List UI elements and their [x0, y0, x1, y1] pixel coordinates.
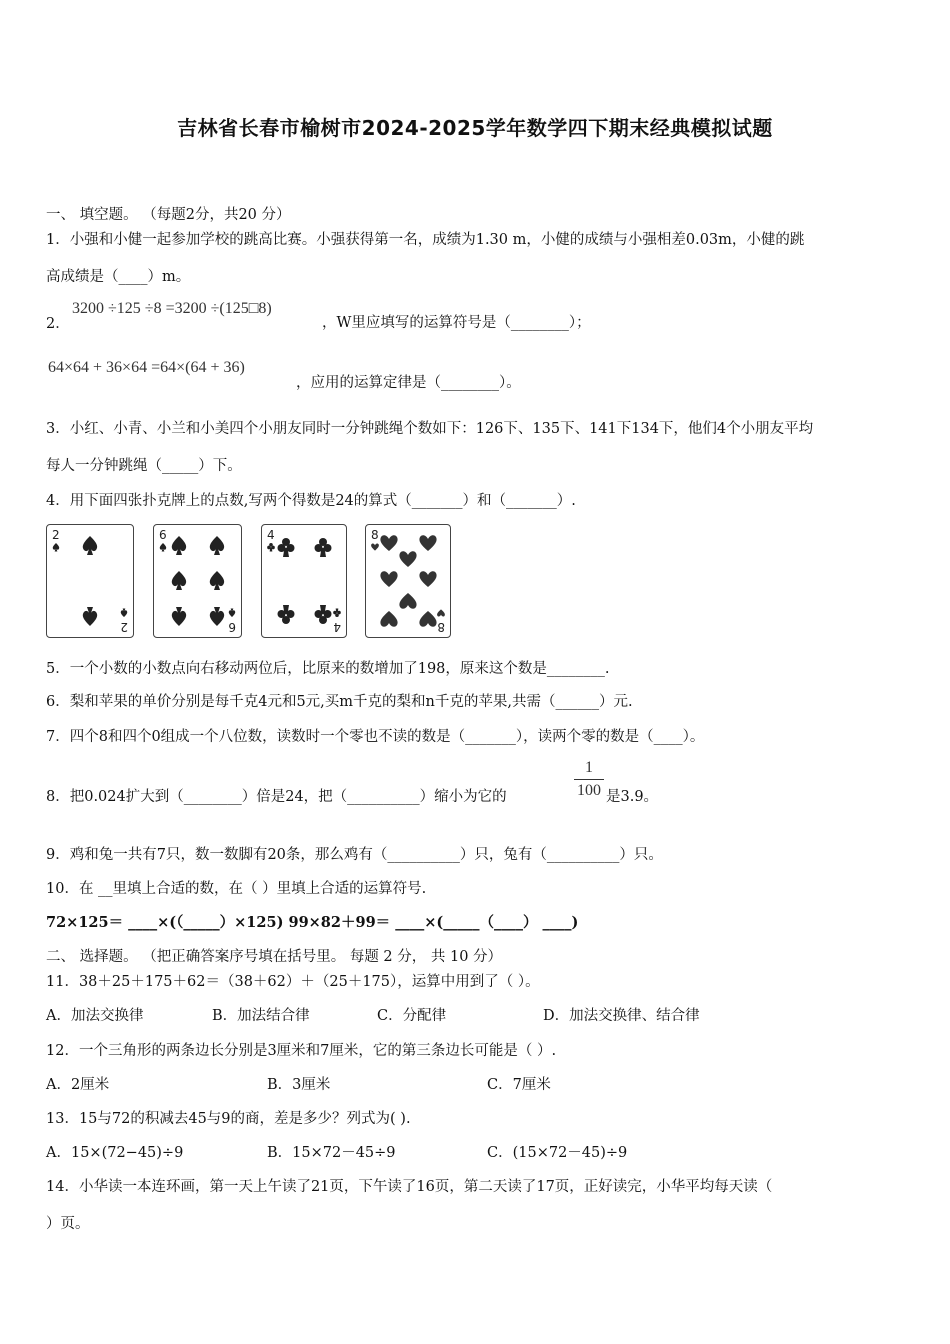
question-12-text: 12．一个三角形的两条边长分别是3厘米和7厘米，它的第三条边长可能是（ ）.: [46, 1043, 557, 1059]
question-12-option-c: C．7厘米: [487, 1077, 551, 1093]
spade-icon: [53, 543, 59, 552]
spade-icon: [229, 609, 235, 618]
spade-icon: [83, 607, 97, 626]
section-2-heading: 二、 选择题。 （把正确答案序号填在括号里。 每题 2 分， 共 10 分）: [46, 949, 503, 965]
club-icon: [315, 538, 332, 557]
fraction-denominator: 100: [577, 782, 601, 799]
heart-icon: [399, 593, 416, 609]
question-4-text: 4．用下面四张扑克牌上的点数,写两个得数是24的算式（_______）和（_______）.: [46, 493, 576, 509]
section-1-heading: 一、 填空题。 （每题2分，共20 分）: [46, 207, 291, 223]
question-2-text-a: ，W里应填写的运算符号是（________）；: [322, 315, 591, 331]
question-8-fraction: [574, 758, 604, 801]
heart-icon: [380, 571, 397, 587]
question-3-line-1: 3．小红、小青、小兰和小美四个小朋友同时一分钟跳绳个数如下：126下、135下、141下134下，他们4个小朋友平均: [46, 421, 814, 437]
spade-icon: [172, 607, 186, 626]
heart-icon: [380, 535, 397, 551]
question-2-formula-a: 3200 ÷125 ÷8 =3200 ÷(125□8): [72, 300, 272, 317]
question-2-text-b: ，应用的运算定律是（________）。: [296, 375, 521, 391]
heart-icon: [371, 544, 379, 551]
spade-icon: [172, 571, 186, 590]
playing-card-4-clubs: [261, 524, 347, 638]
heart-icon: [419, 571, 436, 587]
heart-icon: [419, 535, 436, 551]
question-11-option-c: C．分配律: [377, 1008, 447, 1024]
question-2-formula-b: 64×64 + 36×64 =64×(64 + 36): [48, 359, 245, 376]
card-rank-bottom: 6: [228, 620, 236, 634]
fraction-bar: [574, 779, 604, 780]
question-14-line-2: ）页。: [46, 1216, 90, 1232]
question-8-text: 8．把0.024扩大到（________）倍是24，把（__________）缩小为它的: [46, 789, 507, 805]
card-rank-top: 4: [267, 528, 275, 542]
club-icon: [278, 538, 295, 557]
heart-icon: [380, 611, 397, 627]
playing-card-2-spades: [46, 524, 134, 638]
card-rank-top: 2: [52, 528, 60, 542]
question-11-option-a: A．加法交换律: [46, 1008, 144, 1024]
club-icon: [333, 609, 341, 618]
card-rank-bottom: 4: [333, 620, 341, 634]
question-2-number: 2．: [46, 316, 70, 332]
page-title: 吉林省长春市榆树市2024-2025学年数学四下期末经典模拟试题: [177, 116, 773, 140]
spade-icon: [210, 607, 224, 626]
question-12-option-b: B．3厘米: [267, 1077, 331, 1093]
question-1-line-1: 1．小强和小健一起参加学校的跳高比赛。小强获得第一名，成绩为1.30 m，小健的成绩与小强相差0.03m，小健的跳: [46, 232, 805, 248]
heart-icon: [419, 611, 436, 627]
question-10-line-2: 72×125＝ ____×(（_____）×125) 99×82＋99＝ ____×(_____（____） ____): [46, 914, 579, 931]
card-rank-top: 8: [371, 528, 379, 542]
question-5: 5．一个小数的小数点向右移动两位后，比原来的数增加了198，原来这个数是________.: [46, 661, 610, 677]
question-10-line-1: 10．在 __里填上合适的数，在（ ）里填上合适的运算符号.: [46, 881, 427, 897]
question-13-option-c: C．(15×72－45)÷9: [487, 1145, 628, 1161]
spade-icon: [210, 571, 224, 590]
question-8-tail: 是3.9。: [606, 789, 659, 805]
spade-icon: [160, 543, 166, 552]
question-11-option-d: D．加法交换律、结合律: [543, 1008, 700, 1024]
question-1-line-2: 高成绩是（____）m。: [46, 269, 191, 285]
question-12-option-a: A．2厘米: [46, 1077, 110, 1093]
spade-icon: [83, 536, 97, 555]
question-13-text: 13．15与72的积减去45与9的商，差是多少？列式为( ).: [46, 1111, 411, 1127]
heart-icon: [399, 551, 416, 567]
question-13-option-a: A．15×(72−45)÷9: [46, 1145, 184, 1161]
question-3-line-2: 每人一分钟跳绳（_____）下。: [46, 458, 242, 474]
club-icon: [315, 605, 332, 624]
spade-icon: [172, 536, 186, 555]
question-6: 6．梨和苹果的单价分别是每千克4元和5元,买m千克的梨和n千克的苹果,共需（______）元.: [46, 694, 633, 710]
club-icon: [267, 543, 275, 552]
spade-icon: [210, 536, 224, 555]
card-rank-bottom: 2: [120, 620, 128, 634]
playing-card-6-spades: [153, 524, 242, 638]
spade-icon: [121, 609, 127, 618]
question-11-option-b: B．加法结合律: [212, 1008, 310, 1024]
question-11-text: 11．38＋25＋175＋62＝（38＋62）＋（25＋175），运算中用到了（ ）。: [46, 974, 540, 990]
heart-icon: [437, 609, 445, 616]
card-rank-top: 6: [159, 528, 167, 542]
playing-card-8-hearts: [365, 524, 451, 638]
question-7: 7．四个8和四个0组成一个八位数，读数时一个零也不读的数是（_______），读两个零的数是（____）。: [46, 729, 705, 745]
club-icon: [278, 605, 295, 624]
question-14-line-1: 14．小华读一本连环画，第一天上午读了21页，下午读了16页，第二天读了17页，正好读完，小华平均每天读（: [46, 1179, 773, 1195]
question-13-option-b: B．15×72－45÷9: [267, 1145, 396, 1161]
card-rank-bottom: 8: [437, 620, 445, 634]
question-9: 9．鸡和兔一共有7只，数一数脚有20条，那么鸡有（__________）只，兔有（__________）只。: [46, 847, 663, 863]
fraction-numerator: 1: [585, 759, 593, 776]
